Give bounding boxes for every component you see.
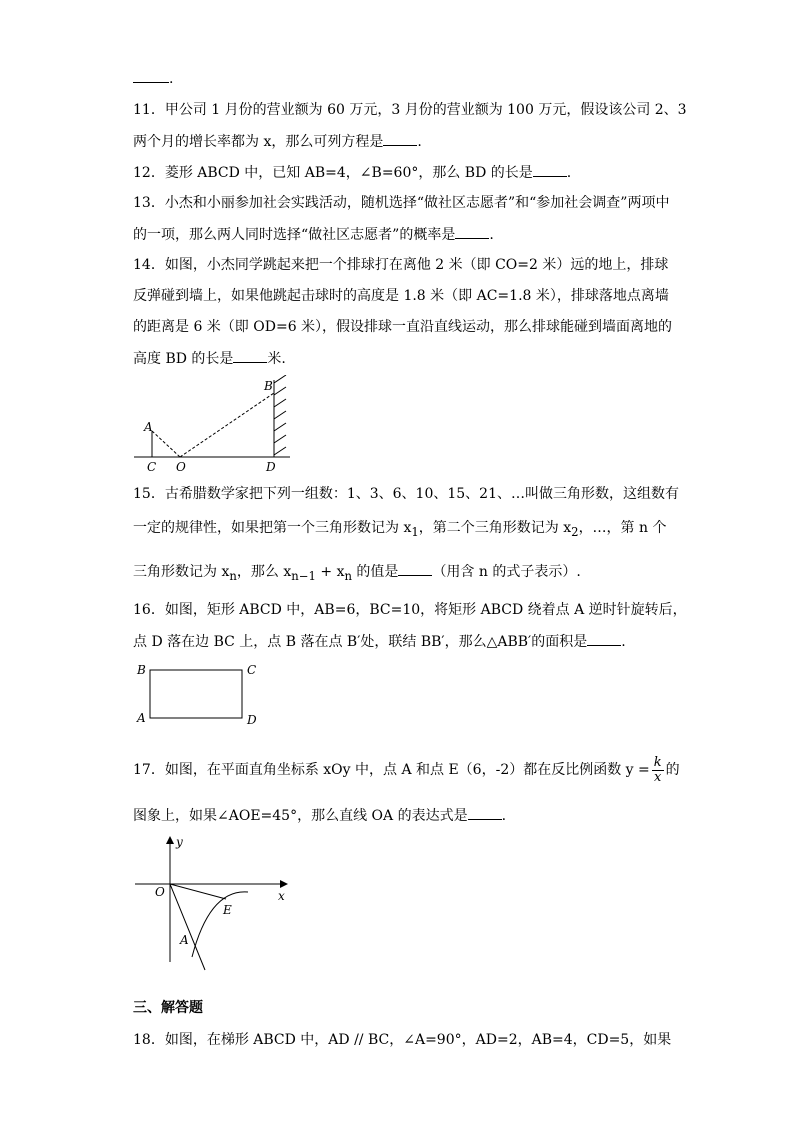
x-axis-arrow [280, 880, 288, 888]
q14-answer-blank [233, 348, 267, 363]
line-oa [170, 884, 205, 970]
label-c: C [147, 460, 157, 474]
q16-answer-blank [587, 631, 621, 646]
q11-line2: 两个月的增长率都为 x，那么可列方程是 . [133, 131, 422, 152]
label-y: y [176, 835, 183, 849]
q14-line3: 的距离是 6 米（即 OD=6 米），假设排球一直沿直线运动，那么排球能碰到墙面离地的 [133, 319, 673, 335]
k-over-x-fraction: $\frac{k}{x}$ [653, 754, 662, 785]
q14-volleyball-figure [130, 375, 300, 475]
label-e: E [223, 903, 232, 917]
q14-line4: 高度 BD 的长是 米. [133, 348, 286, 369]
label-d: D [247, 713, 257, 727]
q17-line1: 17．如图，在平面直角坐标系 xOy 中，点 A 和点 E（6，-2）都在反比例函数 y = $\frac{k}{x}$ 的 [133, 754, 680, 785]
q11-answer-blank [383, 131, 417, 146]
q13-line2: 的一项，那么两人同时选择“做社区志愿者”的概率是 . [133, 224, 494, 245]
path-ob [180, 393, 274, 457]
label-a: A [144, 420, 153, 434]
q16-line1: 16．如图，矩形 ABCD 中，AB=6，BC=10，将矩形 ABCD 绕着点 A 逆时针旋转后， [133, 602, 687, 618]
q17-answer-blank [468, 805, 502, 820]
rectangle-abcd [150, 670, 242, 718]
q12-line: 12．菱形 ABCD 中，已知 AB=4，∠B=60°，那么 BD 的长是 . [133, 162, 571, 183]
wall-hatching [274, 375, 286, 455]
label-b: B [137, 663, 146, 677]
q15-line2: 一定的规律性，如果把第一个三角形数记为 $x_1$，第二个三角形数记为 $x_2$，…，第 n 个 [133, 520, 667, 539]
q18-line1: 18．如图，在梯形 ABCD 中，AD // BC，∠A=90°，AD=2，AB=4，CD=5，如果 [133, 1032, 672, 1048]
q14-line1: 14．如图，小杰同学跳起来把一个排球打在离他 2 米（即 CO=2 米）远的地上，排球 [133, 257, 669, 273]
q17-coordinate-figure [130, 832, 300, 972]
label-c: C [247, 663, 257, 677]
q11-line1: 11．甲公司 1 月份的营业额为 60 万元，3 月份的营业额为 100 万元，假设该公司 2、3 [133, 102, 687, 118]
q13-answer-blank [455, 224, 489, 239]
y-axis-arrow [166, 836, 174, 844]
label-o: O [155, 885, 165, 899]
label-x: x [278, 889, 285, 903]
q13-line1: 13．小杰和小丽参加社会实践活动，随机选择“做社区志愿者”和“参加社会调查”两项中 [133, 195, 670, 211]
q15-line3: 三角形数记为 $x_n$，那么 $x_{n-1} + x_n$ 的值是 （用含 n 的式子表示）. [133, 561, 581, 586]
q16-rectangle-figure [130, 658, 270, 730]
q15-line1: 15．古希腊数学家把下列一组数：1、3、6、10、15、21、…叫做三角形数，这组数有 [133, 486, 679, 502]
label-a: A [180, 933, 189, 947]
q17-line2: 图象上，如果∠AOE=45°，那么直线 OA 的表达式是 . [133, 805, 506, 826]
segment-oe [170, 884, 226, 899]
path-ao [152, 431, 180, 457]
q15-answer-blank [398, 561, 432, 576]
q16-line2: 点 D 落在边 BC 上，点 B 落在点 B′处，联结 BB′，那么△ABB′的面积是 . [133, 631, 626, 652]
section-heading: 三、解答题 [133, 1000, 203, 1016]
label-a: A [137, 711, 146, 725]
q12-answer-blank [533, 162, 567, 177]
label-o: O [176, 460, 186, 474]
hyperbola-curve [192, 892, 248, 957]
answer-blank [133, 68, 169, 83]
label-b: B [264, 379, 273, 393]
previous-answer-line: . [133, 68, 173, 89]
q14-line2: 反弹碰到墙上，如果他跳起击球时的高度是 1.8 米（即 AC=1.8 米），排球落地点离墙 [133, 288, 669, 304]
label-d: D [266, 460, 276, 474]
